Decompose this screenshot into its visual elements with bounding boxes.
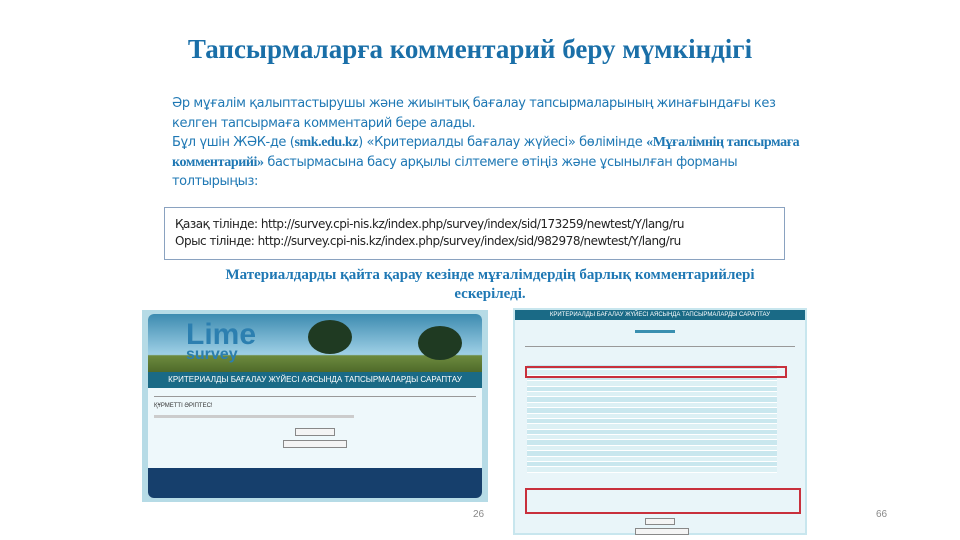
text: Бұл үшін ЖӘК-де ( — [172, 135, 295, 150]
greeting: ҚҰРМЕТТІ ӘРІПТЕС! — [154, 403, 213, 409]
progress-bar — [635, 330, 675, 333]
highlight-box — [525, 366, 787, 378]
caption: Материалдарды қайта қарау кезінде мұғалімдердің барлық комментарийлері ескеріледі. — [225, 267, 755, 302]
page-number-left: 26 — [473, 509, 485, 520]
instructions-text — [172, 94, 812, 192]
survey-start-screenshot — [142, 310, 488, 502]
text: ) «Критериалды бағалау жүйесі» бөлімінде — [358, 135, 647, 150]
next-button[interactable] — [295, 428, 335, 436]
tree-icon — [418, 326, 462, 360]
page-number-right: 66 — [876, 509, 888, 520]
links-box — [164, 207, 785, 260]
next-button[interactable] — [645, 518, 675, 525]
exit-button[interactable] — [635, 528, 689, 535]
survey-form-screenshot — [513, 308, 807, 535]
tree-icon — [308, 320, 352, 354]
button-name: «Мұғалімнің тапсырмаға комментарийі» — [172, 135, 800, 170]
limesurvey-logo: Lime survey — [186, 318, 257, 363]
rating-table — [527, 365, 777, 473]
site-link[interactable]: smk.edu.kz — [294, 135, 359, 150]
comment-field-highlight — [525, 488, 801, 514]
slide-title: Тапсырмаларға комментарий беру мүмкіндігі — [187, 34, 753, 64]
link-russian[interactable]: Орыс тілінде: http://survey.cpi-nis.kz/index.php/survey/index/sid/982978/newtest/Y/lang/ru — [175, 234, 681, 248]
banner-image — [148, 314, 482, 372]
survey-footer — [148, 468, 482, 498]
exit-button[interactable] — [283, 440, 347, 448]
intro-text: Әр мұғалім қалыптастырушы және жиынтық бағалау тапсырмаларының жинағындағы кез келген тапсырмаға комментарий бере алады. — [172, 96, 776, 131]
link-kazakh[interactable]: Қазақ тілінде: http://survey.cpi-nis.kz/index.php/survey/index/sid/173259/newtest/Y/lang/ru — [175, 217, 684, 231]
survey-header: КРИТЕРИАЛДЫ БАҒАЛАУ ЖҮЙЕСІ АЯСЫНДА ТАПСЫРМАЛАРДЫ САРАПТАУ — [148, 372, 482, 388]
text: бастырмасына басу арқылы сілтемеге өтіңіз және ұсынылған форманы толтырыңыз: — [172, 154, 738, 189]
survey-header: КРИТЕРИАЛДЫ БАҒАЛАУ ЖҮЙЕСІ АЯСЫНДА ТАПСЫРМАЛАРДЫ САРАПТАУ — [515, 310, 805, 320]
